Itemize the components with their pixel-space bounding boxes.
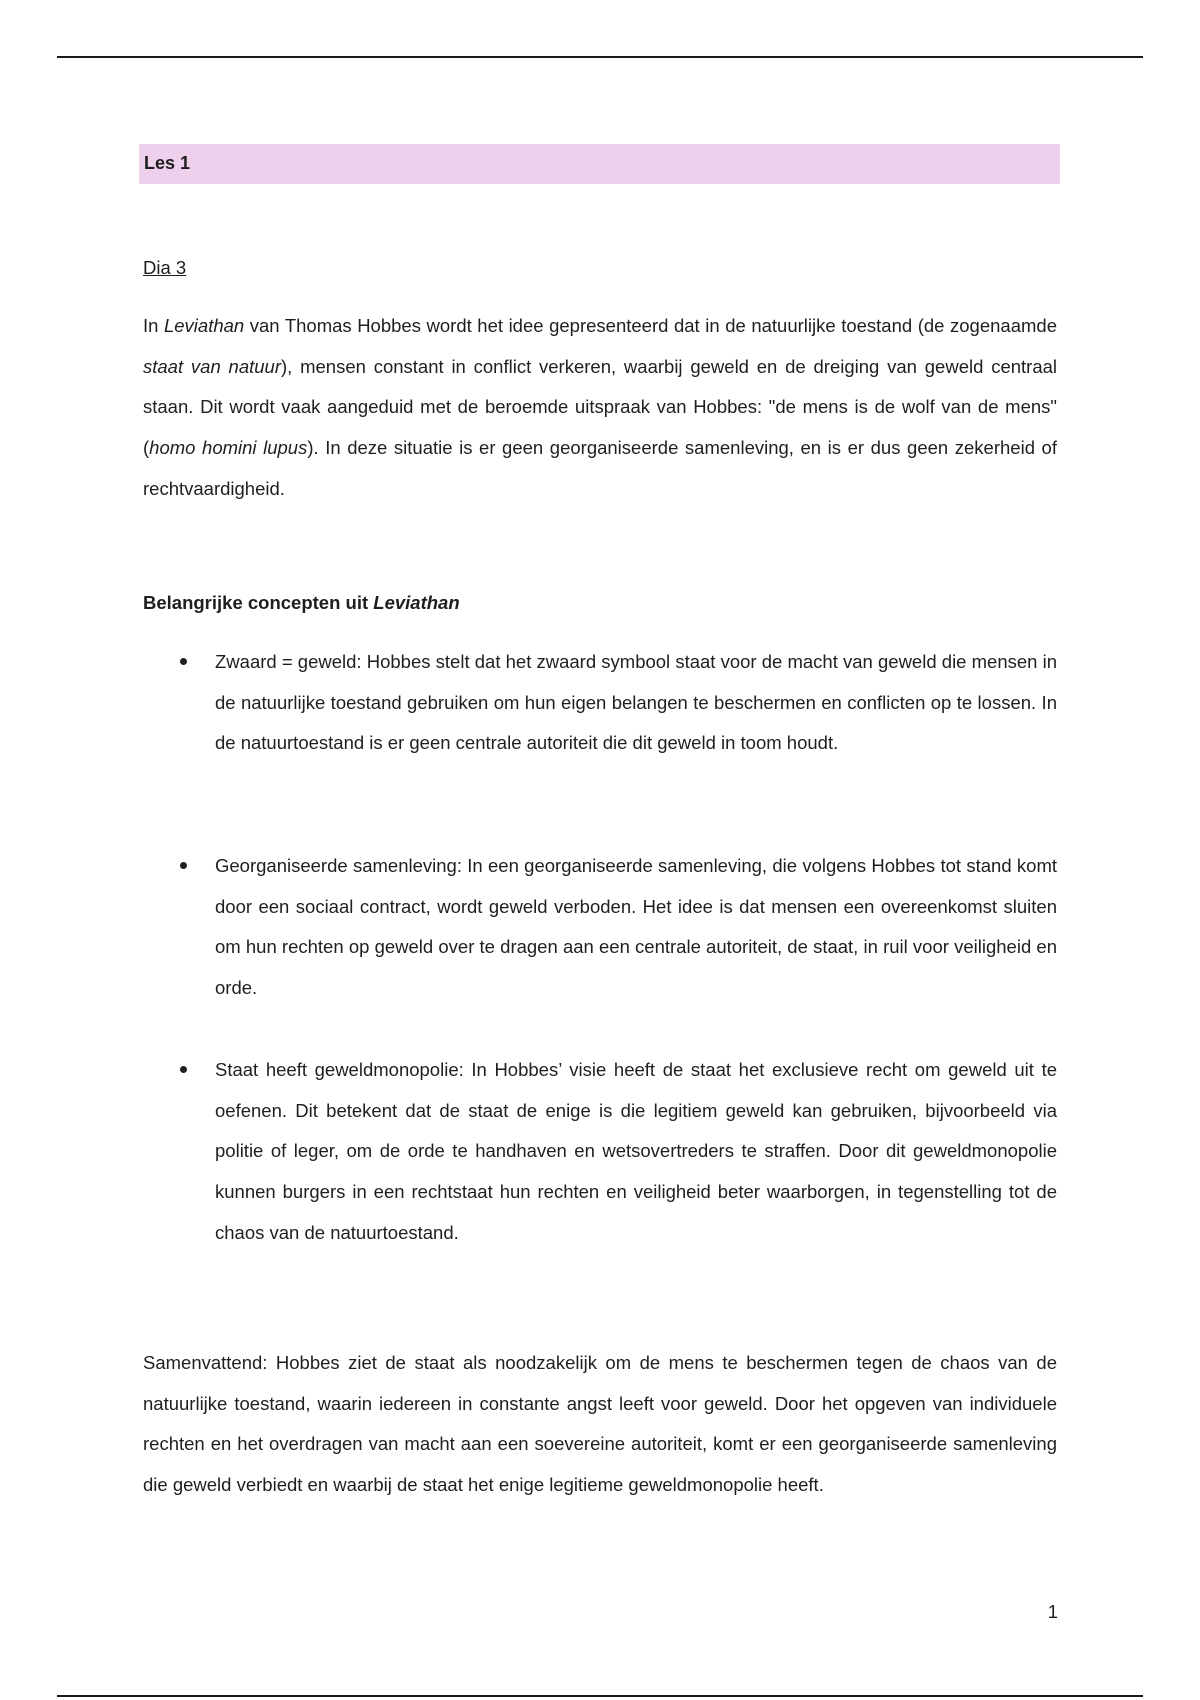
bullet-organized-society: Georganiseerde samenleving: In een georganiseerde samenleving, die volgens Hobbes tot stand komt door een sociaal contract, wordt geweld verboden. Het idee is dat mensen een overeenkomst sluiten om hun rechten op geweld over te dragen aan een centrale autoriteit, de staat, in ruil voor veiligheid en orde. xyxy=(215,855,1057,999)
intro-latin-quote: homo homini lupus xyxy=(149,437,308,459)
page-number: 1 xyxy=(1047,1601,1058,1622)
bullet-state-monopoly: Staat heeft geweldmonopolie: In Hobbes’ visie heeft de staat het exclusieve recht om geweld uit te oefenen. Dit betekent dat de staat de enige is die legitiem geweld kan gebruiken, bijvoorbeeld via politie of leger, om de orde te handhaven en wetsovertreders te straffen. Door dit geweldmonopolie kunnen burgers in een rechtstaat hun rechten en veiligheid beter waarborgen, in tegenstelling tot de chaos van de natuurtoestand. xyxy=(215,1059,1057,1243)
bullet-dot xyxy=(180,862,187,869)
intro-term-state-of-nature: staat van natuur xyxy=(143,355,281,377)
bullet-dot xyxy=(180,658,187,665)
summary-paragraph: Samenvattend: Hobbes ziet de staat als noodzakelijk om de mens te beschermen tegen de chaos van de natuurlijke toestand, waarin iedereen in constante angst leeft voor geweld. Door het opgeven van individuele rechten en het overdragen van macht aan een soevereine autoriteit, komt er een georganiseerde samenleving die geweld verbiedt en waarbij de staat het enige legitieme geweldmonopolie heeft. xyxy=(143,1352,1057,1496)
bullet-dot xyxy=(180,1066,187,1073)
intro-text-2: van Thomas Hobbes wordt het idee gepresenteerd dat in de natuurlijke toestand (de zogenaamde xyxy=(244,315,1057,336)
concepts-heading-text: Belangrijke concepten uit xyxy=(143,592,374,613)
intro-paragraph xyxy=(143,306,1057,510)
slide-subheading: Dia 3 xyxy=(143,257,187,278)
concepts-heading-book: Leviathan xyxy=(373,592,460,613)
bullet-sword-violence: Zwaard = geweld: Hobbes stelt dat het zwaard symbool staat voor de macht van geweld die mensen in de natuurlijke toestand gebruiken om hun eigen belangen te beschermen en conflicten op te lossen. In de natuurtoestand is er geen centrale autoriteit die dit geweld in toom houdt. xyxy=(215,651,1057,754)
intro-text-3: ), mensen constant in conflict verkeren, waarbij geweld en de dreiging van geweld centraal staan. Dit wordt vaak aangeduid met de beroemde uitspraak van Hobbes: "de mens is de wolf van de mens" ( xyxy=(143,355,1058,459)
lesson-heading: Les 1 xyxy=(144,153,191,173)
footer-rule xyxy=(57,1695,1143,1697)
intro-book-title: Leviathan xyxy=(163,315,245,336)
lesson-heading-band xyxy=(139,144,1060,184)
header-rule xyxy=(57,56,1143,58)
intro-text-4: ). In deze situatie is er geen georganiseerde samenleving, en is er dus geen zekerheid of rechtvaardigheid. xyxy=(143,437,1057,499)
intro-text-1: In xyxy=(143,315,164,336)
concepts-heading xyxy=(143,592,460,614)
